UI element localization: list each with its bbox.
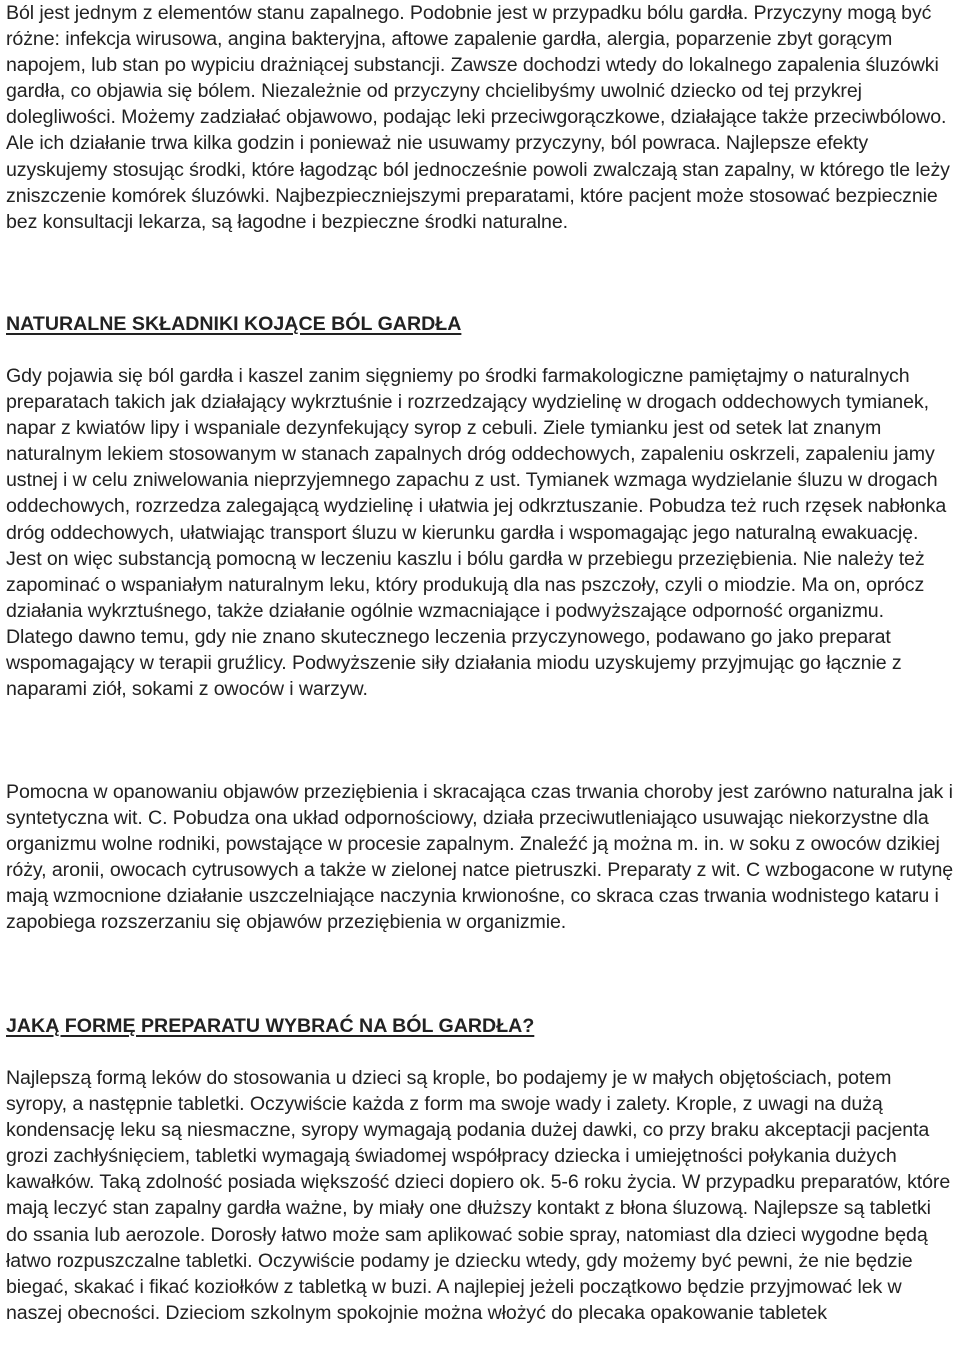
natural-ingredients-paragraph-1: Gdy pojawia się ból gardła i kaszel zanim sięgniemy po środki farmakologiczne pamiętajmy o naturalnych preparatach takich jak działający wykrztuśnie i rozrzedzający wydzielinę w drogach oddechowych tymianek, napar z kwiatów lipy i wspaniale dezynfekujący syrop z cebuli. Ziele tymianku jest od setek lat znanym naturalnym lekiem stosowanym w stanach zapalnych dróg oddechowych, zapaleniu oskrzeli, zapaleniu jamy ustnej i w celu zniwelowania nieprzyjemnego zapachu z ust. Tymianek wzmaga wydzielanie śluzu w drogach oddechowych, rozrzedza zalegającą wydzielinę i ułatwia jej odkrztuszanie. Pobudza też ruch rzęsek nabłonka dróg oddechowych, ułatwiając transport śluzu w kierunku gardła i wspomagając jego naturalną ewakuację. Jest on więc substancją pomocną w leczeniu kaszlu i bólu gardła w przebiegu przeziębienia. Nie należy też zapominać o wspaniałym naturalnym leku, który produkują dla nas pszczoły, czyli o miodzie. Ma on, oprócz działania wykrztuśnego, także działanie ogólnie wzmacniające i podwyższające odporność organizmu. Dlatego dawno temu, gdy nie znano skutecznego leczenia przyczynowego, podawano go jako preparat wspomagający w terapii gruźlicy. Podwyższenie siły działania miodu uzyskujemy przyjmując go łącznie z naparami ziół, sokami z owoców i warzyw.: [6, 365, 947, 701]
intro-section: [6, 0, 954, 235]
natural-ingredients-paragraph-2-container: [6, 779, 954, 936]
preparation-form-paragraph: Najlepszą formą leków do stosowania u dzieci są krople, bo podajemy je w małych objętościach, potem syropy, a następnie tabletki. Oczywiście każda z form ma swoje wady i zalety. Krople, z uwagi na dużą kondensację leku są niesmaczne, syropy wymagają podania dużej dawki, co przy braku akceptacji pacjenta grozi zachłyśnięciem, tabletki wymagają świadomej współpracy dziecka i umiejętności połykania dużych kawałków. Taką zdolność posiada większość dzieci dopiero ok. 5-6 roku życia. W przypadku preparatów, które mają leczyć stan zapalny gardła ważne, by miały one dłuższy kontakt z błona śluzową. Najlepsze są tabletki do ssania lub aerozole. Dorosły łatwo może sam aplikować sobie spray, natomiast dla dzieci wygodne będą łatwo rozpuszczalne tabletki. Oczywiście podamy je dziecku wtedy, gdy możemy być pewni, że nie będzie biegać, skakać i fikać koziołków z tabletką w buzi. A najlepiej jeżeli początkowo będzie przyjmować lek w naszej obecności. Dzieciom szkolnym spokojnie można włożyć do plecaka opakowanie tabletek: [6, 1067, 951, 1324]
section-heading-preparation-form: JAKĄ FORMĘ PREPARATU WYBRAĆ NA BÓL GARDŁA?: [6, 1015, 535, 1037]
section-natural-ingredients: [6, 311, 954, 337]
preparation-form-paragraph-container: [6, 1065, 954, 1326]
intro-paragraph: Ból jest jednym z elementów stanu zapalnego. Podobnie jest w przypadku bólu gardła. Przyczyny mogą być różne: infekcja wirusowa, angina bakteryjna, aftowe zapalenie gardła, alergia, poparzenie zbyt gorącym napojem, lub stan po wypiciu drażniącej substancji. Zawsze dochodzi wtedy do lokalnego zapalenia śluzówki gardła, co objawia się bólem. Niezależnie od przyczyny chcielibyśmy uwolnić dziecko od tej przykrej dolegliwości. Możemy zadziałać objawowo, podając leki przeciwgorączkowe, działające także przeciwbólowo. Ale ich działanie trwa kilka godzin i ponieważ nie usuwamy przyczyny, ból powraca. Najlepsze efekty uzyskujemy stosując środki, które łagodząc ból jednocześnie powoli zwalczają stan zapalny, w którego tle leży zniszczenie komórek śluzówki. Najbezpieczniejszymi preparatami, które pacjent może stosować bezpiecznie bez konsultacji lekarza, są łagodne i bezpieczne środki naturalne.: [6, 2, 950, 233]
natural-ingredients-paragraph-2: Pomocna w opanowaniu objawów przeziębienia i skracająca czas trwania choroby jest zarówno naturalna jak i syntetyczna wit. C. Pobudza ona układ odpornościowy, działa przeciwutleniająco usuwając niekorzystne dla organizmu wolne rodniki, powstające w procesie zapalnym. Znaleźć ją można m. in. w soku z owoców dzikiej róży, aronii, owocach cytrusowych a także w zielonej natce pietruszki. Preparaty z wit. C wzbogacone w rutynę mają wzmocnione działanie uszczelniające naczynia krwionośne, co skraca czas trwania wodnistego kataru i zapobiega rozszerzaniu się objawów przeziębienia w organizmie.: [6, 781, 954, 934]
natural-ingredients-paragraph-1-container: [6, 363, 954, 702]
section-preparation-form: [6, 1013, 954, 1039]
section-heading-natural-ingredients: NATURALNE SKŁADNIKI KOJĄCE BÓL GARDŁA: [6, 313, 462, 335]
